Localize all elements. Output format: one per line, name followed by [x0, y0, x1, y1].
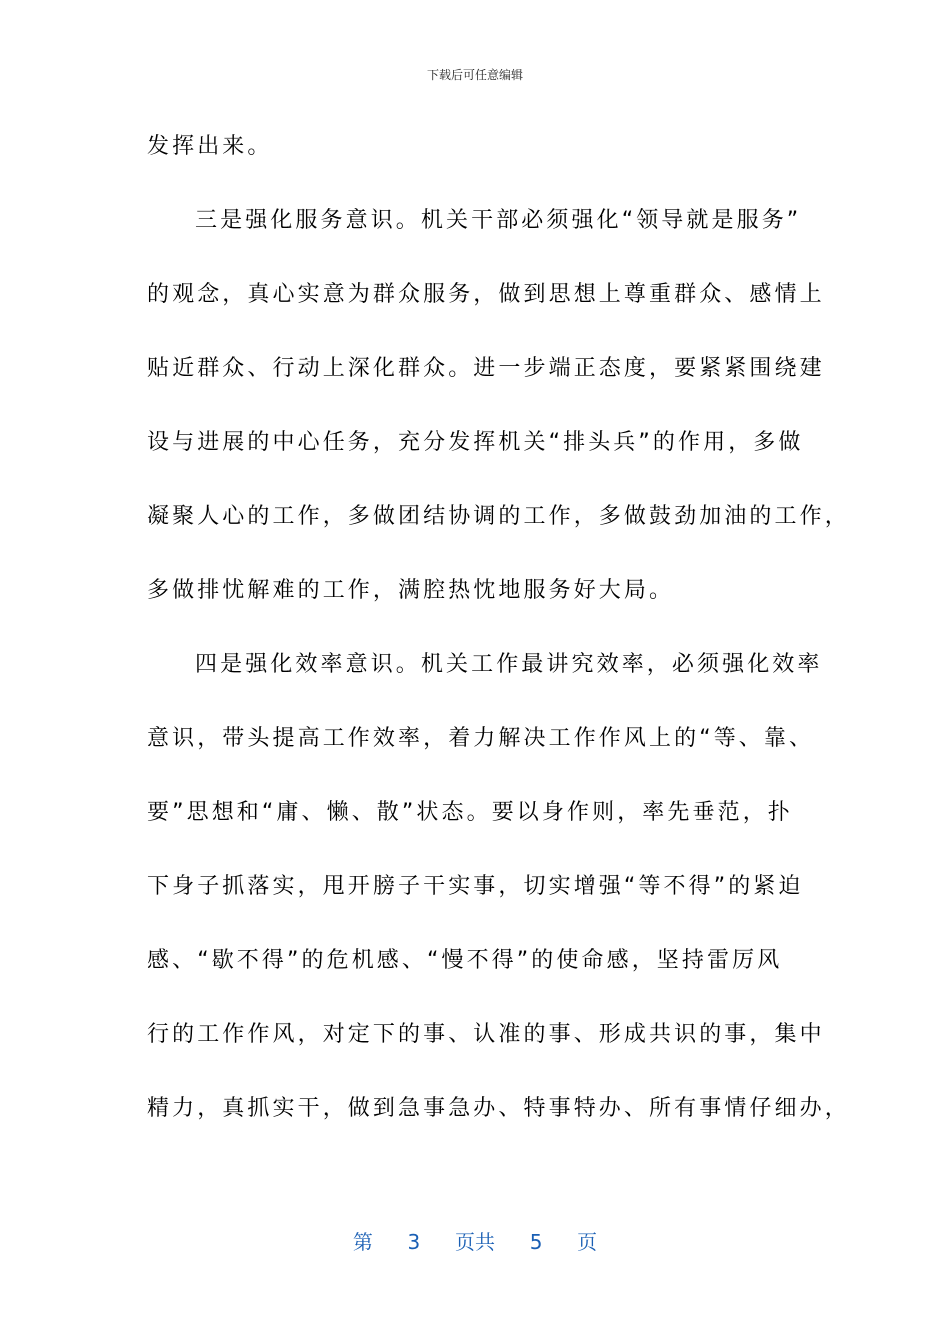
body-line: 下身子抓落实，甩开膀子干实事，切实增强“等不得”的紧迫: [147, 874, 804, 899]
document-body: [147, 128, 850, 1164]
header-note: 下载后可任意编辑: [426, 68, 523, 82]
body-line: 发挥出来。: [147, 134, 273, 159]
total-pages-number: 5: [529, 1230, 543, 1254]
body-line: 贴近群众、行动上深化群众。进一步端正态度，要紧紧围绕建: [147, 356, 825, 381]
current-page-number: 3: [407, 1230, 421, 1254]
body-line: 感、“歇不得”的危机感、“慢不得”的使命感，坚持雷厉风: [147, 948, 783, 973]
body-line: 三是强化服务意识。机关干部必须强化“领导就是服务”: [195, 208, 802, 233]
body-line: 的观念，真心实意为群众服务，做到思想上尊重群众、感情上: [147, 282, 825, 307]
page-footer: [0, 1226, 950, 1255]
body-line: 意识，带头提高工作效率，着力解决工作作风上的“等、靠、: [147, 726, 815, 751]
body-line: 要”思想和“庸、懒、散”状态。要以身作则，率先垂范，扑: [147, 800, 793, 825]
page-label-suffix: 页: [577, 1230, 598, 1254]
body-line: 凝聚人心的工作，多做团结协调的工作，多做鼓劲加油的工作，: [147, 504, 850, 529]
body-line: 行的工作作风，对定下的事、认准的事、形成共识的事，集中: [147, 1022, 825, 1047]
page-label-mid: 页共: [455, 1230, 495, 1254]
body-line: 四是强化效率意识。机关工作最讲究效率，必须强化效率: [195, 652, 823, 677]
body-line: 多做排忧解难的工作，满腔热忱地服务好大局。: [147, 578, 675, 603]
body-line: 设与进展的中心任务，充分发挥机关“排头兵”的作用，多做: [147, 430, 804, 455]
body-line: 精力，真抓实干，做到急事急办、特事特办、所有事情仔细办，: [147, 1096, 850, 1121]
page-label-prefix: 第: [352, 1230, 373, 1254]
